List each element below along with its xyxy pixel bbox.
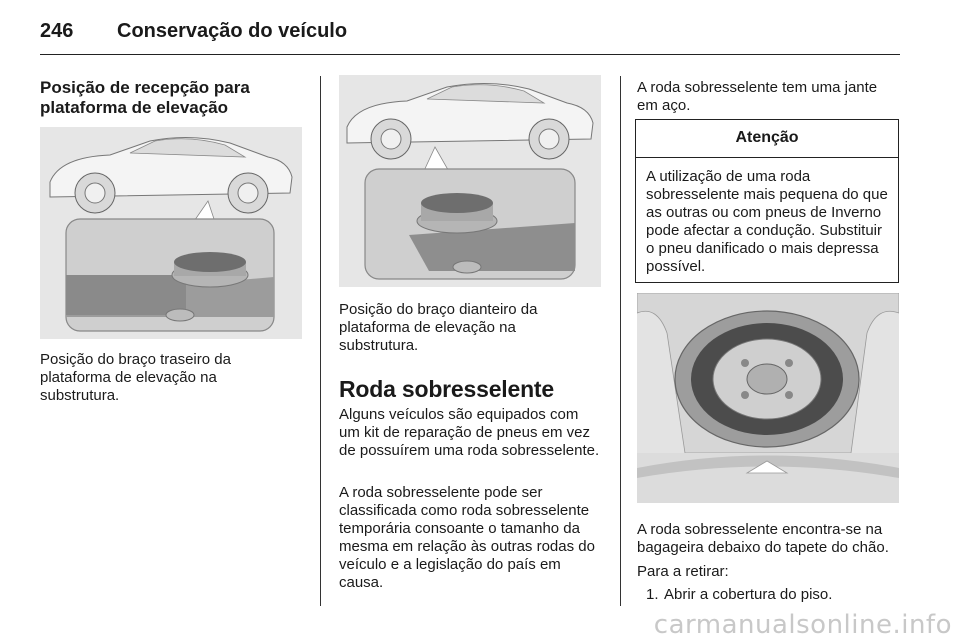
spare-wheel-diagram	[637, 293, 899, 503]
car-front-lift-diagram	[339, 75, 601, 287]
front-lift-arm-illustration	[339, 75, 601, 287]
step-1-number: 1.	[646, 586, 659, 603]
spare-wheel-paragraph-1: Alguns veículos são equipados com um kit de reparação de pneus em vez de possuírem uma roda sobresselente.	[339, 406, 600, 459]
lift-position-heading: Posição de recepção para plataforma de elevação	[40, 78, 250, 117]
column-divider-right	[620, 76, 621, 606]
front-lift-caption: Posição do braço dianteiro da plataforma de elevação na substrutura.	[339, 301, 538, 354]
rear-lift-arm-illustration	[40, 127, 302, 339]
page-number: 246	[40, 20, 74, 42]
column-divider-left	[320, 76, 321, 606]
step-1	[646, 586, 832, 604]
spare-wheel-location-text: A roda sobresselente encontra-se na bagageira debaixo do tapete do chão.	[637, 521, 889, 556]
attention-title: Atenção	[636, 120, 898, 158]
watermark: carmanualsonline.info	[653, 610, 952, 640]
rear-lift-caption: Posição do braço traseiro da plataforma de elevação na substrutura.	[40, 351, 231, 404]
spare-wheel-heading: Roda sobresselente	[339, 376, 554, 402]
attention-box	[635, 119, 899, 283]
attention-text: A utilização de uma roda sobresselente mais pequena do que as outras ou com pneus de Inverno pode afectar a condução. Substituir o pneu danificado o mais depressa possível.	[646, 168, 888, 275]
step-1-text: Abrir a cobertura do piso.	[664, 586, 833, 603]
removal-intro: Para a retirar:	[637, 563, 729, 580]
page-title: Conservação do veículo	[117, 20, 348, 42]
spare-wheel-trunk-illustration	[637, 293, 899, 503]
page-header	[40, 14, 900, 55]
spare-wheel-paragraph-2: A roda sobresselente pode ser classificada como roda sobresselente temporária consoante o tamanho da mesma em relação às outras rodas do veículo e a legislação do país em causa.	[339, 484, 595, 591]
car-rear-lift-diagram	[40, 127, 302, 339]
steel-rim-text: A roda sobresselente tem uma jante em aço.	[637, 79, 878, 114]
